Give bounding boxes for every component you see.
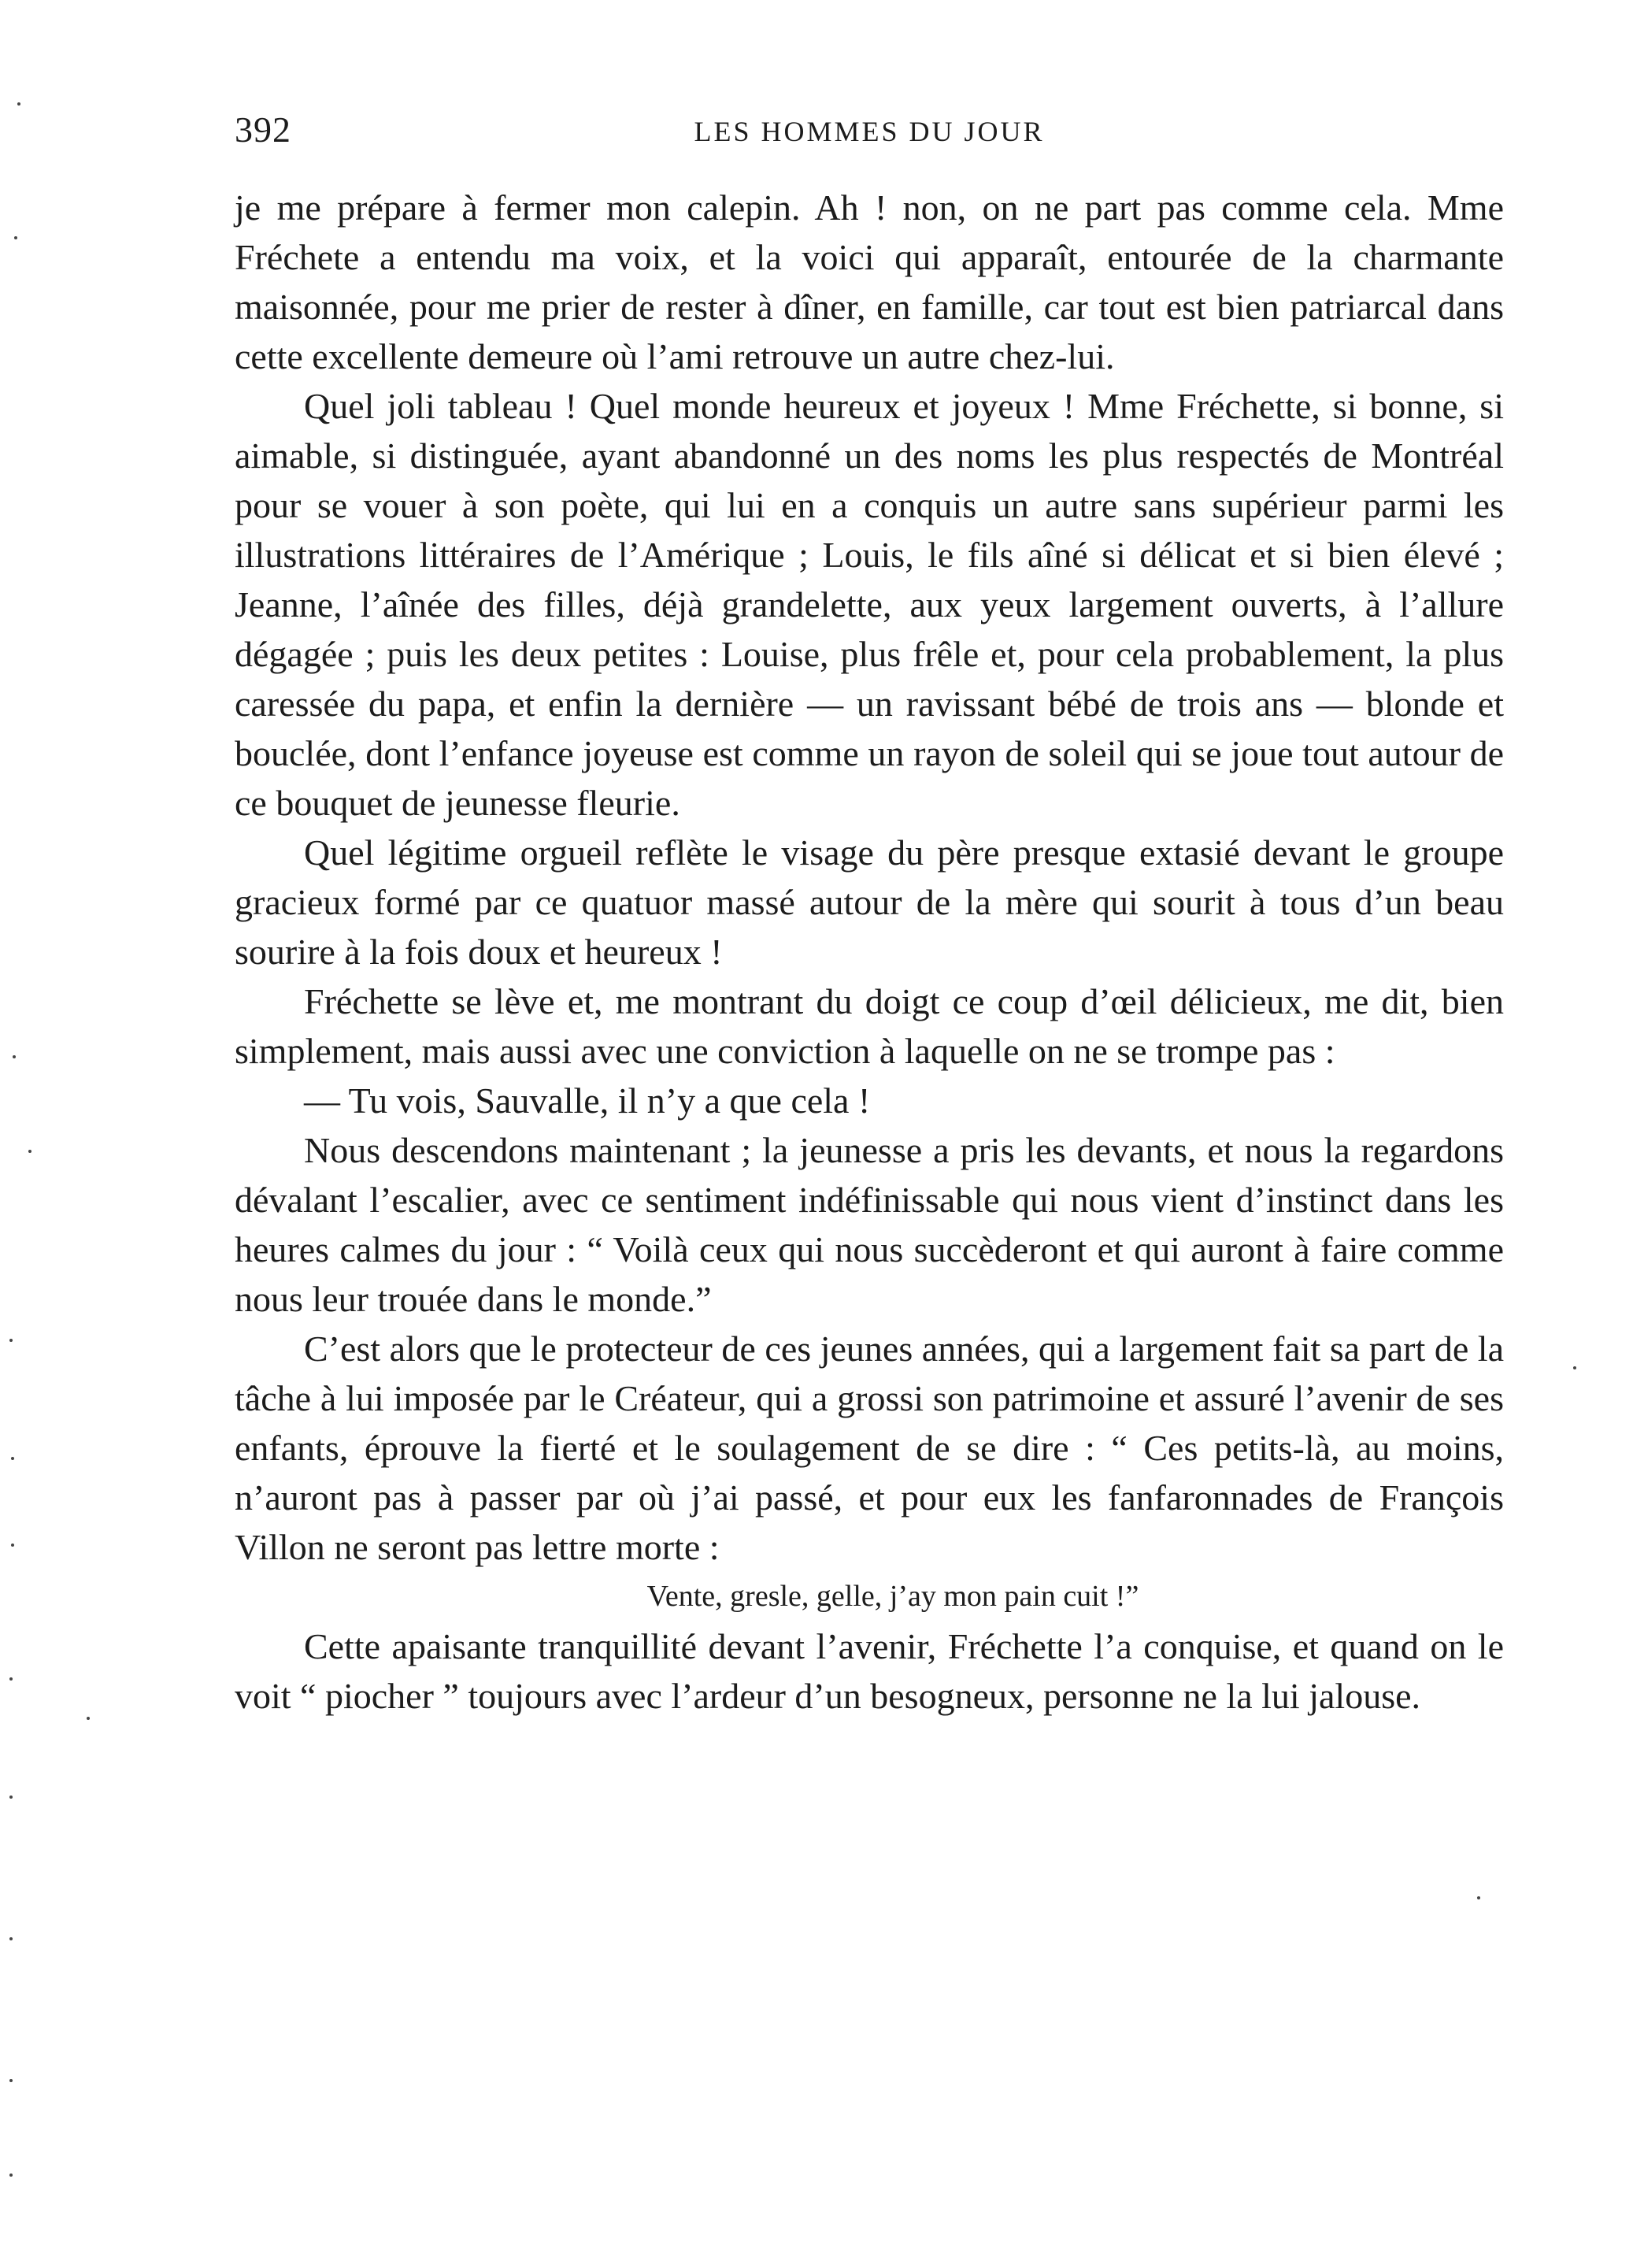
paragraph-father-pride: Quel légitime orgueil reflète le visage du père presque extasié devant le groupe gracieux formé par ce quatuor massé autour de la mère qui sourit à tous d’un beau sourire à la fois doux et heureux ! (235, 832, 1504, 972)
scan-speck (9, 1796, 13, 1799)
scan-speck (28, 1150, 31, 1153)
scan-speck (9, 1339, 13, 1342)
scan-speck (9, 1677, 13, 1681)
paragraph-protector: C’est alors que le protecteur de ces jeunes années, qui a largement fait sa part de la tâche à lui imposée par le Créateur, qui a grossi son patrimoine et assuré l’avenir de ses enfants, éprouve la fierté et le soulagement de se dire : “ Ces petits-là, au moins, n’auront pas à passer par où j’ai passé, et pour eux les fanfaronnades de François Villon ne seront pas lettre morte : (235, 1329, 1504, 1567)
verse-quote: Vente, gresle, gelle, j’ay mon pain cuit !” (646, 1580, 1139, 1613)
scan-speck (1477, 1896, 1480, 1899)
scan-speck (1573, 1366, 1576, 1369)
paragraph-family-portrait: Quel joli tableau ! Quel monde heureux et joyeux ! Mme Fréchette, si bonne, si aimable, si distinguée, ayant abandonné un des noms les plus respectés de Montréal pour se vouer à son poète, qui lui en a conquis un autre sans supérieur parmi les illustrations littéraires de l’Amérique ; Louis, le fils aîné si délicat et si bien élevé ; Jeanne, l’aînée des filles, déjà grandelette, aux yeux largement ouverts, à l’allure dégagée ; puis les deux petites : Louise, plus frêle et, pour cela probablement, la plus caressée du papa, et enfin la dernière — un ravissant bébé de trois ans — blonde et bouclée, dont l’enfance joyeuse est comme un rayon de soleil qui se joue tout autour de ce bouquet de jeunesse fleurie. (235, 386, 1504, 823)
page-number: 392 (235, 109, 291, 150)
scan-speck (9, 1937, 13, 1940)
scan-speck (11, 1457, 14, 1460)
paragraph-tranquillity: Cette apaisante tranquillité devant l’avenir, Fréchette l’a conquise, et quand on le voit “ piocher ” toujours avec l’ardeur d’un besogneux, personne ne la lui jalouse. (235, 1626, 1504, 1716)
body-text (235, 183, 1504, 1721)
scan-speck (11, 1544, 14, 1547)
running-head (235, 109, 1504, 156)
scan-speck (87, 1717, 90, 1720)
scan-speck (17, 102, 20, 106)
dialogue-line: — Tu vois, Sauvalle, il n’y a que cela ! (304, 1080, 871, 1121)
scan-speck (13, 1055, 16, 1058)
paragraph-descending: Nous descendons maintenant ; la jeunesse a pris les devants, et nous la regardons dévalant l’escalier, avec ce sentiment indéfinissable qui nous vient d’instinct dans les heures calmes du jour : “ Voilà ceux qui nous succèderont et qui auront à faire comme nous leur trouée dans le monde.” (235, 1130, 1504, 1319)
running-title: LES HOMMES DU JOUR (694, 116, 1045, 147)
paragraph-continuation: je me prépare à fermer mon calepin. Ah ! non, on ne part pas comme cela. Mme Fréchete a entendu ma voix, et la voici qui apparaît, entourée de la charmante maisonnée, pour me prier de rester à dîner, en famille, car tout est bien patriarcal dans cette excellente demeure où l’ami retrouve un autre chez-lui. (235, 187, 1504, 376)
paragraph-frechette-speaks: Fréchette se lève et, me montrant du doigt ce coup d’œil délicieux, me dit, bien simplement, mais aussi avec une conviction à laquelle on ne se trompe pas : (235, 981, 1504, 1071)
scan-speck (9, 2079, 13, 2082)
scan-speck (9, 2174, 13, 2177)
scan-speck (14, 236, 17, 239)
